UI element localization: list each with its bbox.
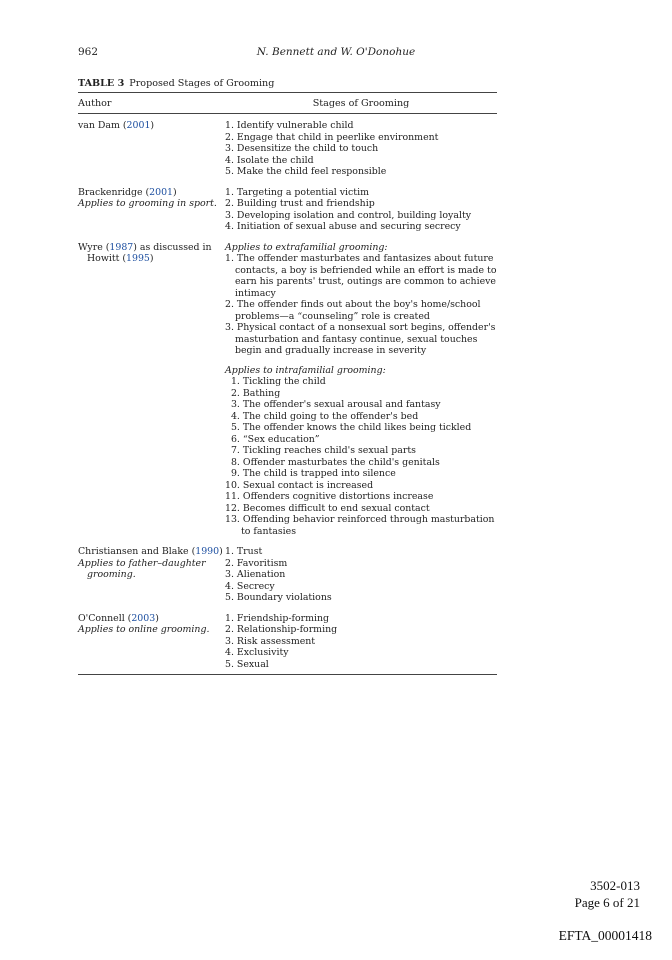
table-label: TABLE 3	[78, 78, 125, 89]
stage-item: 4. Exclusivity	[225, 647, 289, 658]
stage-item: 3. Desensitize the child to touch	[225, 143, 379, 154]
stage-item: 1. Friendship-forming	[225, 612, 330, 624]
author-text: Christiansen and Blake (	[78, 546, 196, 557]
author-text: Brackenridge (	[78, 186, 150, 198]
column-header-stages: Stages of Grooming	[312, 97, 410, 109]
author-line	[78, 613, 225, 625]
author-text: ) as discussed in	[133, 241, 212, 253]
author-cell	[78, 613, 225, 671]
stage-item: 11. Offenders cognitive distortions increase	[225, 491, 434, 502]
author-note	[78, 558, 225, 570]
stage-item: 6. “Sex education”	[225, 433, 320, 445]
author-cell	[78, 546, 225, 604]
citation-year-link[interactable]: 2003	[131, 612, 156, 624]
grooming-stages-table	[78, 92, 497, 675]
stage-item: 4. The child going to the offender's bed	[225, 410, 419, 422]
table-row	[78, 187, 497, 233]
author-line	[78, 253, 225, 265]
stage-group	[225, 120, 497, 178]
stages-cell	[225, 613, 497, 671]
author-text: Applies to father–daughter	[78, 557, 206, 569]
stage-group	[225, 242, 497, 357]
stage-group	[225, 613, 497, 671]
stage-group-label: Applies to extrafamilial grooming:	[225, 241, 388, 253]
author-cell	[78, 120, 225, 178]
author-line	[78, 187, 225, 199]
stage-item: 2. Engage that child in peerlike environment	[225, 131, 439, 143]
stages-cell	[225, 242, 497, 538]
page-indicator: Page 6 of 21	[574, 895, 640, 910]
stage-group-label: Applies to intrafamilial grooming:	[225, 364, 386, 376]
efta-stamp: EFTA_00001418	[558, 928, 652, 943]
stage-item: 13. Offending behavior reinforced through masturbation to fantasies	[225, 514, 495, 537]
stage-item: 2. Relationship-forming	[225, 624, 338, 635]
table-row	[78, 546, 497, 604]
table-row	[78, 613, 497, 671]
stages-cell	[225, 187, 497, 233]
author-text: Applies to grooming in sport.	[78, 198, 217, 209]
stage-item: 2. Favoritism	[225, 557, 288, 569]
stage-item: 12. Becomes difficult to end sexual contact	[225, 502, 430, 514]
stage-item: 4. Isolate the child	[225, 154, 314, 166]
stage-item: 3. Developing isolation and control, building loyalty	[225, 209, 472, 221]
author-text: Wyre (	[78, 241, 110, 253]
author-text: Howitt (	[87, 253, 127, 264]
stage-item: 3. Physical contact of a nonsexual sort begins, offender's masturbation and fantasy continue, sexual touches begin and gradually increase in severity	[225, 322, 496, 356]
stage-item: 1. Trust	[225, 546, 263, 557]
citation-year-link[interactable]: 2001	[149, 186, 174, 198]
author-text: )	[149, 253, 154, 264]
author-text: )	[173, 186, 177, 198]
stage-group	[225, 365, 497, 538]
table-row	[78, 242, 497, 538]
document-code: 3502-013	[590, 878, 640, 893]
stage-item: 1. Identify vulnerable child	[225, 120, 354, 131]
author-note	[78, 569, 225, 581]
stage-item: 1. Targeting a potential victim	[225, 186, 369, 198]
page-number: 962	[78, 46, 99, 58]
stage-item: 7. Tickling reaches child's sexual parts	[225, 445, 416, 456]
stage-item: 2. Bathing	[225, 387, 281, 399]
citation-year-link[interactable]: 1990	[195, 546, 220, 557]
stage-item: 2. Building trust and friendship	[225, 198, 375, 209]
author-text: )	[155, 612, 159, 624]
stage-item: 3. The offender's sexual arousal and fantasy	[225, 399, 441, 410]
author-cell	[78, 187, 225, 233]
citation-year-link[interactable]: 1987	[109, 241, 134, 253]
stage-item: 5. The offender knows the child likes being tickled	[225, 422, 472, 433]
author-text: grooming.	[87, 569, 136, 580]
author-cell	[78, 242, 225, 538]
stage-item: 4. Secrecy	[225, 580, 275, 592]
author-text: )	[219, 546, 223, 557]
citation-year-link[interactable]: 2001	[126, 120, 151, 131]
stage-group	[225, 546, 497, 604]
stage-item: 1. The offender masturbates and fantasizes about future contacts, a boy is befriended while an effort is made to earn his parents' trust, outings are common to achieve intimacy	[225, 253, 497, 299]
author-text: )	[150, 120, 155, 131]
author-line	[78, 120, 225, 132]
stage-item: 3. Alienation	[225, 569, 286, 580]
citation-year-link[interactable]: 1995	[126, 253, 150, 264]
stage-item: 2. The offender finds out about the boy's home/school problems—a “counseling” role is created	[225, 299, 481, 322]
stage-item: 10. Sexual contact is increased	[225, 479, 374, 491]
author-line	[78, 546, 225, 558]
table-header	[78, 93, 497, 114]
stage-item: 9. The child is trapped into silence	[225, 468, 396, 479]
column-header-author: Author	[78, 97, 112, 109]
table-caption	[78, 78, 274, 89]
stage-item: 5. Make the child feel responsible	[225, 166, 387, 177]
author-text: O'Connell (	[78, 612, 132, 624]
stage-item: 5. Sexual	[225, 658, 269, 670]
stages-cell	[225, 546, 497, 604]
stage-item: 4. Initiation of sexual abuse and securing secrecy	[225, 221, 461, 232]
author-note	[78, 624, 225, 636]
table-row	[78, 120, 497, 178]
table-title: Proposed Stages of Grooming	[129, 78, 275, 89]
running-head: N. Bennett and W. O'Donohue	[256, 46, 416, 58]
author-note	[78, 198, 225, 210]
author-line	[78, 242, 225, 254]
stage-item: 3. Risk assessment	[225, 635, 316, 647]
stage-item: 8. Offender masturbates the child's genitals	[225, 456, 440, 468]
table-body	[78, 114, 497, 674]
stages-cell	[225, 120, 497, 178]
author-text: van Dam (	[78, 120, 127, 131]
stage-item: 5. Boundary violations	[225, 592, 332, 603]
author-text: Applies to online grooming.	[78, 624, 210, 635]
stage-item: 1. Tickling the child	[225, 376, 326, 387]
stage-group	[225, 187, 497, 233]
